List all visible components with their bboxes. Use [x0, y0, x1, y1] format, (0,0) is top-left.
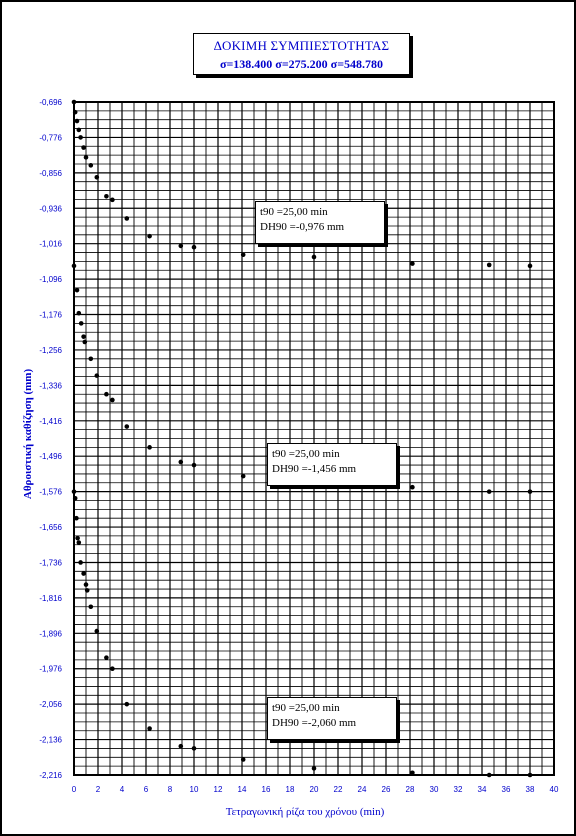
data-point: [241, 252, 246, 257]
data-point: [81, 571, 86, 576]
data-point: [85, 588, 90, 593]
data-point: [72, 100, 77, 105]
y-axis-ticks: [39, 98, 62, 780]
x-tick-label: 28: [405, 785, 415, 794]
annotation-t90: t90 =25,00 min: [272, 702, 340, 714]
annotation-t90: t90 =25,00 min: [272, 448, 340, 460]
y-tick-label: -1,656: [39, 523, 62, 533]
x-tick-label: 22: [333, 785, 343, 794]
x-tick-label: 10: [189, 785, 199, 794]
data-point: [487, 489, 492, 494]
annotation-box-1: [255, 201, 385, 244]
x-tick-label: 26: [381, 785, 391, 794]
data-point: [104, 194, 109, 199]
data-point: [110, 398, 115, 403]
y-tick-label: -1,896: [39, 629, 62, 639]
x-axis-ticks: [72, 785, 559, 794]
data-point: [410, 261, 415, 266]
data-point: [104, 392, 109, 397]
data-point: [81, 334, 86, 339]
data-point: [147, 234, 152, 239]
x-tick-label: 4: [119, 785, 125, 794]
data-point: [75, 119, 80, 124]
y-tick-label: -0,856: [39, 168, 62, 178]
data-point: [95, 175, 100, 180]
y-tick-label: -1,576: [39, 487, 62, 497]
x-tick-label: 8: [167, 785, 173, 794]
data-point: [125, 424, 130, 429]
y-tick-label: -1,256: [39, 345, 62, 355]
x-tick-label: 0: [71, 785, 77, 794]
y-tick-label: -1,336: [39, 381, 62, 391]
data-point: [89, 357, 94, 362]
chart-title: ΔΟΚΙΜΗ ΣΥΜΠΙΕΣΤΟΤΗΤΑΣ: [213, 38, 390, 53]
x-tick-label: 32: [453, 785, 463, 794]
data-point: [528, 773, 533, 778]
data-point: [84, 155, 89, 160]
data-point: [95, 629, 100, 634]
data-point: [179, 244, 184, 249]
data-point: [179, 460, 184, 465]
data-point: [487, 773, 492, 778]
data-point: [125, 216, 130, 221]
x-tick-label: 30: [429, 785, 439, 794]
x-tick-label: 2: [95, 785, 101, 794]
data-point: [528, 489, 533, 494]
y-tick-label: -2,216: [39, 771, 62, 780]
data-point: [73, 496, 78, 501]
annotation-box-2: [267, 443, 397, 486]
data-point: [84, 582, 89, 587]
data-point: [78, 135, 83, 140]
data-point: [75, 536, 80, 541]
y-tick-label: -1,096: [39, 275, 62, 285]
data-point: [72, 264, 77, 269]
data-point: [410, 770, 415, 775]
y-tick-label: -1,736: [39, 558, 62, 568]
data-point: [147, 726, 152, 731]
data-point: [312, 766, 317, 771]
annotation-dh90: DH90 =-0,976 mm: [260, 221, 345, 233]
data-point: [125, 702, 130, 707]
data-point: [89, 163, 94, 168]
data-point: [78, 560, 83, 565]
data-point: [241, 474, 246, 479]
x-tick-label: 18: [285, 785, 295, 794]
data-point: [110, 198, 115, 203]
x-tick-label: 16: [261, 785, 271, 794]
y-tick-label: -2,136: [39, 735, 62, 745]
x-tick-label: 6: [143, 785, 149, 794]
annotation-t90: t90 =25,00 min: [260, 206, 328, 218]
data-point: [81, 145, 86, 150]
data-point: [74, 516, 79, 521]
data-point: [77, 128, 82, 133]
data-point: [73, 110, 78, 115]
data-point: [147, 445, 152, 450]
x-tick-label: 34: [477, 785, 487, 794]
y-tick-label: -0,936: [39, 204, 62, 214]
data-point: [110, 666, 115, 671]
data-point: [95, 373, 100, 378]
annotation-box-3: [267, 697, 397, 740]
annotation-dh90: DH90 =-1,456 mm: [272, 463, 357, 475]
data-point: [89, 604, 94, 609]
y-tick-label: -1,416: [39, 416, 62, 426]
x-tick-label: 20: [309, 785, 319, 794]
data-point: [79, 321, 84, 326]
data-point: [104, 655, 109, 660]
data-point: [410, 485, 415, 490]
chart-subtitle: σ=138.400 σ=275.200 σ=548.780: [219, 57, 384, 71]
data-point: [75, 288, 80, 293]
x-tick-label: 36: [501, 785, 511, 794]
x-tick-label: 14: [237, 785, 247, 794]
data-point: [77, 311, 82, 316]
x-tick-label: 40: [549, 785, 559, 794]
y-tick-label: -1,496: [39, 452, 62, 462]
y-tick-label: -1,976: [39, 664, 62, 674]
y-tick-label: -1,016: [39, 239, 62, 249]
y-tick-label: -0,696: [39, 98, 62, 107]
x-axis-label: Τετραγωνική ρίζα του χρόνου (min): [225, 806, 385, 818]
data-point: [83, 340, 88, 345]
x-tick-label: 38: [525, 785, 535, 794]
x-tick-label: 24: [357, 785, 367, 794]
y-tick-label: -1,816: [39, 593, 62, 603]
chart-title-box: [193, 33, 410, 75]
data-point: [179, 744, 184, 749]
data-point: [192, 746, 197, 751]
data-point: [72, 489, 77, 494]
y-tick-label: -1,176: [39, 310, 62, 320]
annotation-dh90: DH90 =-2,060 mm: [272, 717, 357, 729]
data-point: [77, 540, 82, 545]
y-tick-label: -0,776: [39, 133, 62, 143]
y-axis-label: Αθροιστική καθίζηση (mm): [22, 368, 34, 500]
data-point: [192, 245, 197, 250]
y-tick-label: -2,056: [39, 700, 62, 710]
x-tick-label: 12: [213, 785, 223, 794]
data-point: [312, 255, 317, 260]
data-point: [487, 263, 492, 268]
data-point: [241, 757, 246, 762]
data-point: [192, 463, 197, 468]
data-point: [528, 264, 533, 269]
